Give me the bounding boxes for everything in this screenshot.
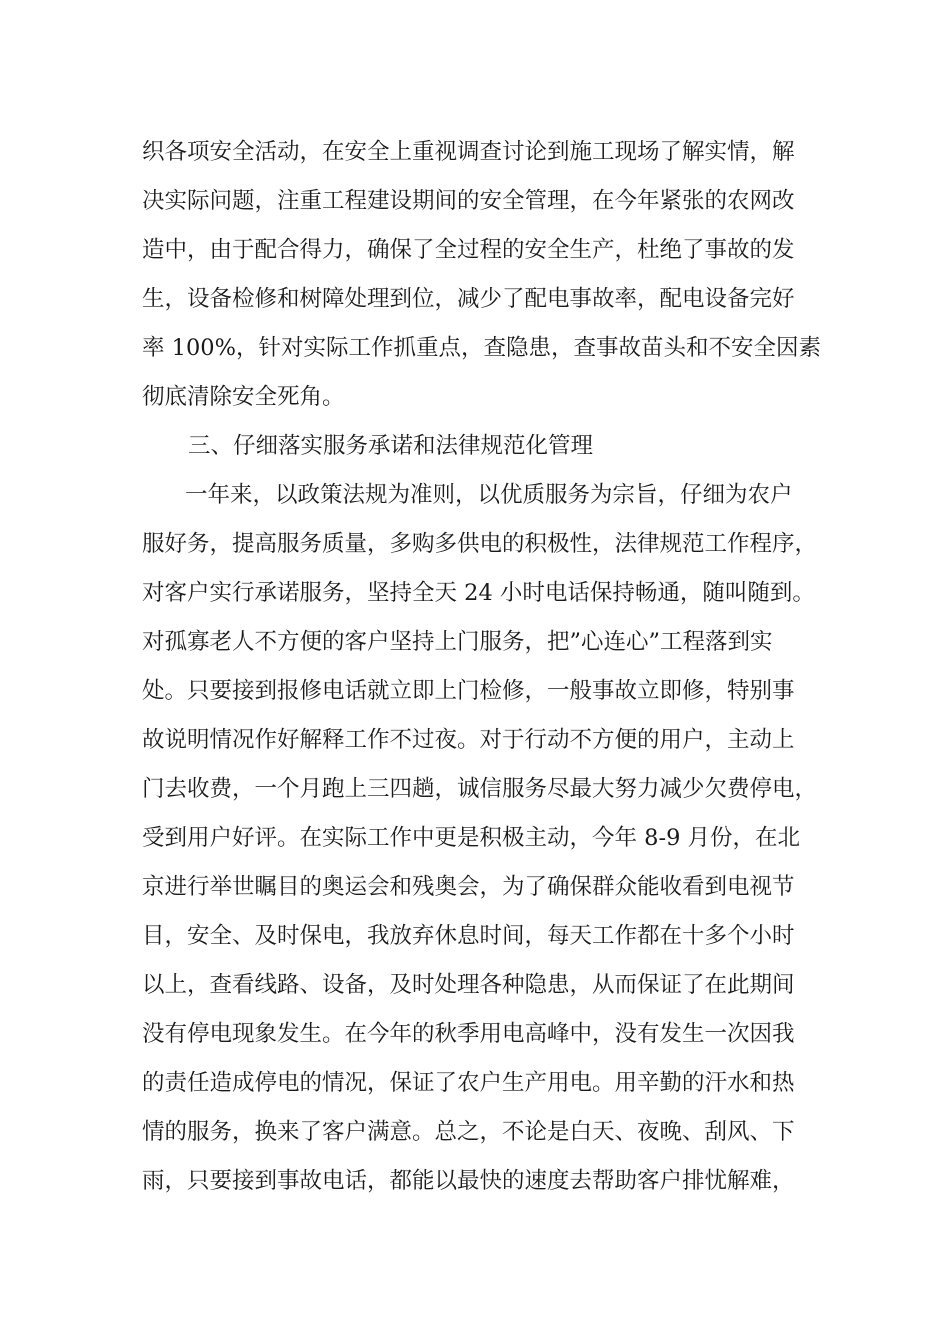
paragraph-line: 没有停电现象发生。在今年的秋季用电高峰中，没有发生一次因我 (142, 1021, 795, 1047)
section-heading: 三、仔细落实服务承诺和法律规范化管理 (188, 433, 594, 459)
paragraph-line: 以上，查看线路、设备，及时处理各种隐患，从而保证了在此期间 (142, 972, 795, 998)
paragraph-line: 造中，由于配合得力，确保了全过程的安全生产，杜绝了事故的发 (142, 237, 795, 263)
paragraph-line: 雨，只要接到事故电话，都能以最快的速度去帮助客户排忧解难， (142, 1168, 795, 1194)
paragraph-line: 处。只要接到报修电话就立即上门检修，一般事故立即修，特别事 (142, 678, 795, 704)
paragraph-line: 服好务，提高服务质量，多购多供电的积极性，法律规范工作程序， (142, 531, 818, 557)
paragraph-line: 情的服务，换来了客户满意。总之，不论是白天、夜晚、刮风、下 (142, 1119, 795, 1145)
paragraph-line: 对孤寡老人不方便的客户坚持上门服务，把”心连心”工程落到实 (142, 629, 773, 655)
paragraph-line: 决实际问题，注重工程建设期间的安全管理，在今年紧张的农网改 (142, 188, 795, 214)
paragraph-line: 生，设备检修和树障处理到位，减少了配电事故率，配电设备完好 (142, 286, 795, 312)
paragraph-line: 对客户实行承诺服务，坚持全天 24 小时电话保持畅通，随叫随到。 (142, 580, 815, 606)
paragraph-line: 的责任造成停电的情况，保证了农户生产用电。用辛勤的汗水和热 (142, 1070, 795, 1096)
paragraph-line: 京进行举世瞩目的奥运会和残奥会，为了确保群众能收看到电视节 (142, 874, 795, 900)
paragraph-line: 织各项安全活动，在安全上重视调查讨论到施工现场了解实情，解 (142, 139, 795, 165)
paragraph-line: 一年来，以政策法规为准则，以优质服务为宗旨，仔细为农户 (185, 482, 793, 508)
paragraph-line: 故说明情况作好解释工作不过夜。对于行动不方便的用户，主动上 (142, 727, 795, 753)
paragraph-line: 目，安全、及时保电，我放弃休息时间，每天工作都在十多个小时 (142, 923, 795, 949)
paragraph-line: 率 100%，针对实际工作抓重点，查隐患，查事故苗头和不安全因素 (142, 335, 821, 361)
paragraph-line: 彻底清除安全死角。 (142, 384, 345, 410)
paragraph-line: 受到用户好评。在实际工作中更是积极主动，今年 8-9 月份，在北 (142, 825, 801, 851)
paragraph-line: 门去收费，一个月跑上三四趟，诚信服务尽最大努力减少欠费停电， (142, 776, 818, 802)
